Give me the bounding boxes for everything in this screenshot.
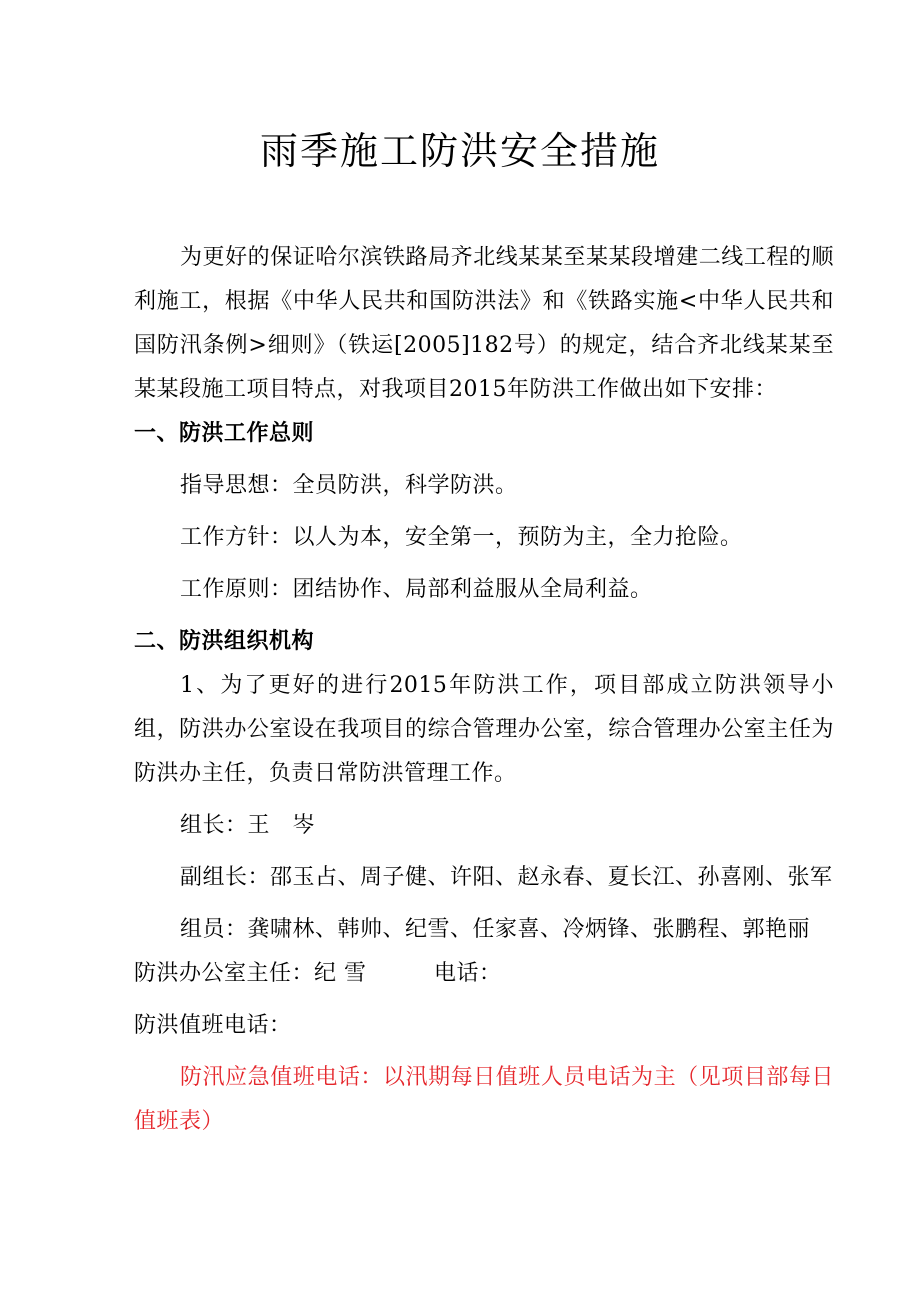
work-principle: 工作原则：团结协作、局部利益服从全局利益。 <box>180 577 653 602</box>
guiding-thought: 指导思想：全员防洪，科学防洪。 <box>180 473 518 498</box>
group-members: 组员：龚啸林、韩帅、纪雪、任家喜、冷炳锋、张鹏程、郭艳丽 <box>180 917 811 942</box>
section-heading-organization: 二、防洪组织机构 <box>134 629 315 654</box>
emergency-duty-phone: 防汛应急值班电话：以汛期每日值班人员电话为主（见项目部每日值班表） <box>134 1065 834 1134</box>
deputy-leaders: 副组长：邵玉占、周子健、许阳、赵永春、夏长江、孙喜刚、张军 <box>180 865 833 890</box>
duty-phone: 防洪值班电话： <box>134 1013 292 1038</box>
work-policy: 工作方针：以人为本，安全第一，预防为主，全力抢险。 <box>180 525 743 550</box>
intro-paragraph: 为更好的保证哈尔滨铁路局齐北线某某至某某段增建二线工程的顺利施工，根据《中华人民共和国防洪法》和《铁路实施<中华人民共和国防汛条例>细则》（铁运[2005]182号）的规定，结合齐北线某某至某某段施工项目特点，对我项目2015年防洪工作做出如下安排： <box>134 245 834 402</box>
organization-paragraph: 1、为了更好的进行2015年防洪工作，项目部成立防洪领导小组，防洪办公室设在我项目的综合管理办公室，综合管理办公室主任为防洪办主任，负责日常防洪管理工作。 <box>134 673 834 786</box>
group-leader: 组长：王 岑 <box>180 813 316 838</box>
section-heading-general: 一、防洪工作总则 <box>134 421 315 446</box>
office-director: 防洪办公室主任：纪 雪 电话： <box>134 961 502 986</box>
document-title: 雨季施工防洪安全措施 <box>259 129 660 173</box>
document-body <box>134 236 834 1144</box>
